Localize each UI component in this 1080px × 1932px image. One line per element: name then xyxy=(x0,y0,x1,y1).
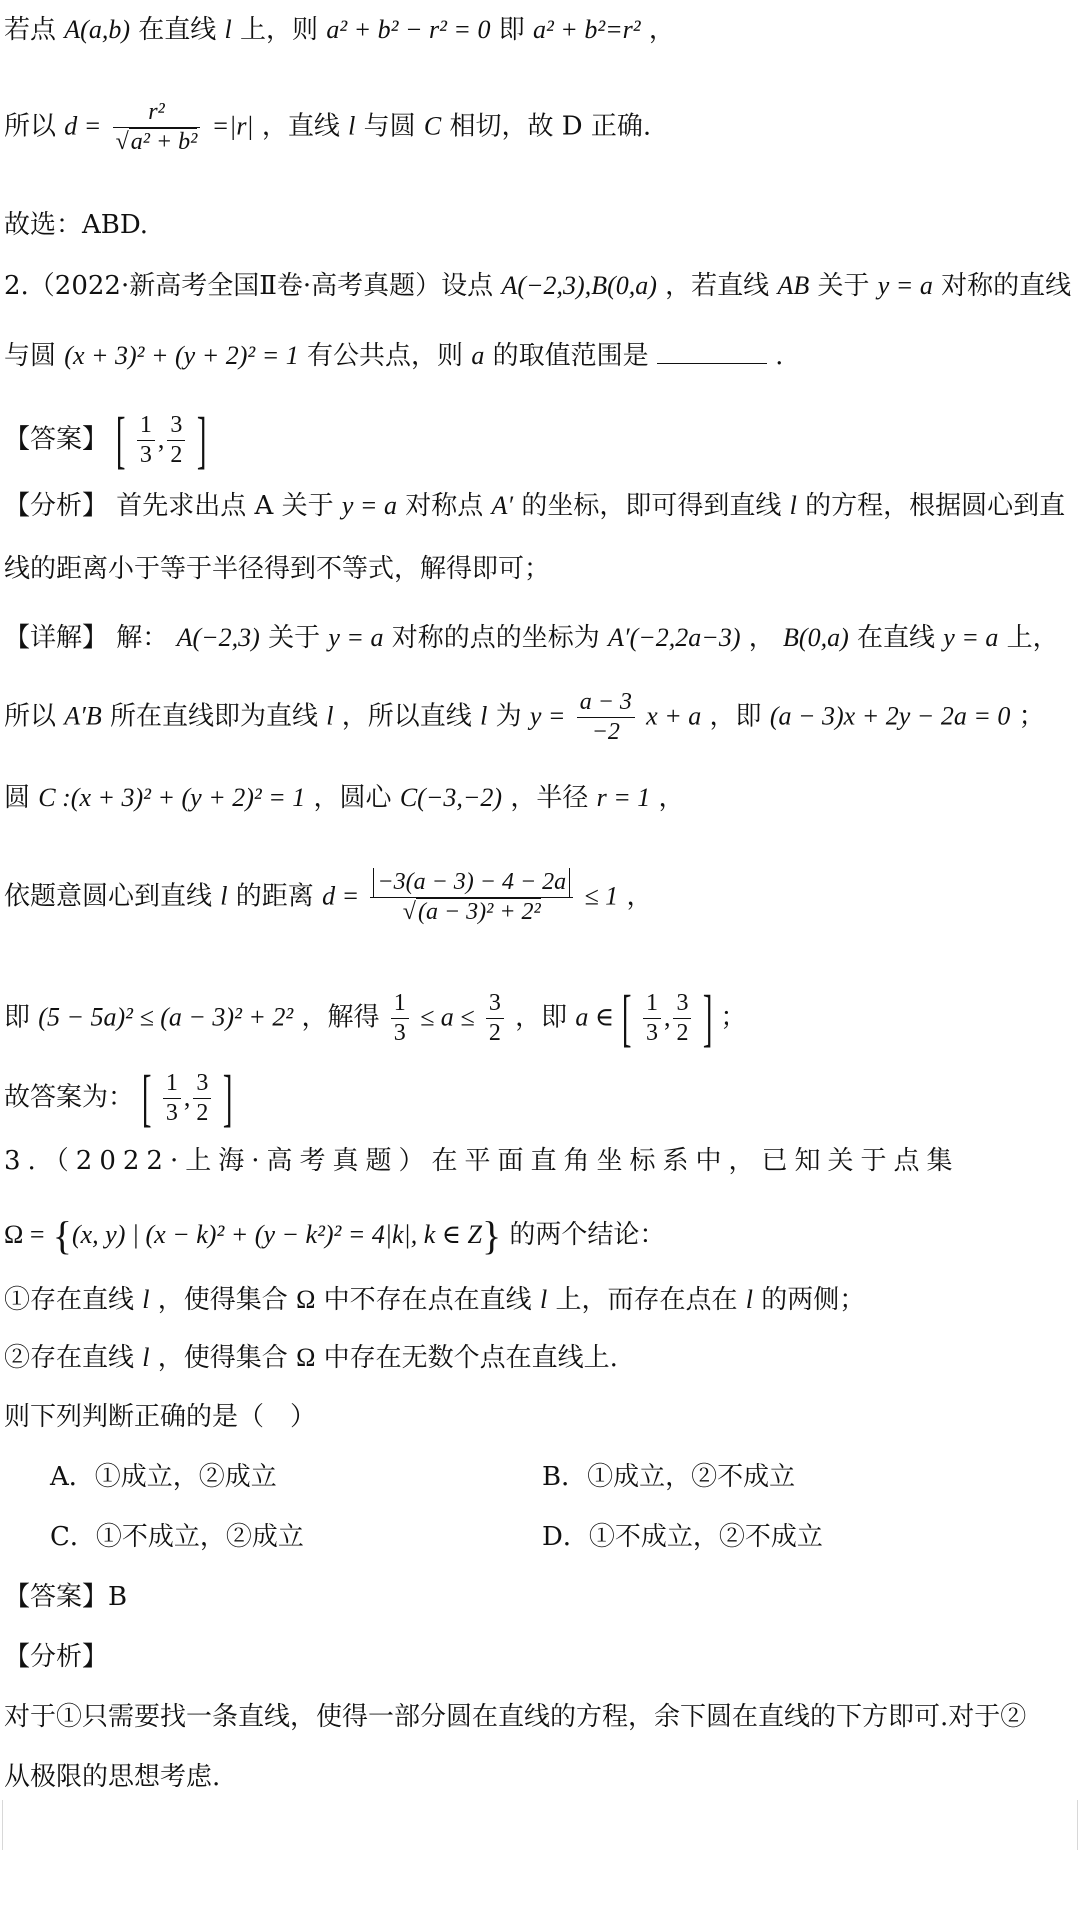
analysis-tag: 【分析】 xyxy=(4,491,109,521)
text: 关于 xyxy=(268,623,321,653)
text-line: 故选：ABD. xyxy=(4,210,149,240)
math: A(a,b) xyxy=(64,15,130,44)
math: l xyxy=(348,111,356,141)
analysis-tag: 【分析】 xyxy=(4,1642,109,1672)
text: 上，而存在点在 xyxy=(555,1285,738,1315)
text: 对称的直线 xyxy=(941,271,1072,301)
question-3-line xyxy=(4,1212,1076,1260)
math: l xyxy=(142,1343,150,1372)
option-a: A．①成立，②成立 xyxy=(50,1462,277,1492)
fraction xyxy=(137,411,155,470)
numerator xyxy=(370,868,573,898)
math: y = a xyxy=(943,623,999,652)
detail-line xyxy=(4,868,1076,927)
denominator: 3 xyxy=(165,1099,178,1126)
conclusion-2 xyxy=(4,1342,1076,1374)
text: 的两侧； xyxy=(761,1285,866,1315)
math: Ω = xyxy=(4,1220,45,1249)
text: 上， xyxy=(1006,623,1059,653)
question-2-line xyxy=(4,270,1076,302)
text: ， xyxy=(658,783,685,813)
text: 解： xyxy=(116,623,169,653)
question-3-line: 3.（2022·上海·高考真题）在平面直角坐标系中，已知关于点集 xyxy=(4,1146,960,1176)
math: (x + 3)² + (y + 2)² = 1 xyxy=(64,341,299,370)
text: 与圆 xyxy=(363,111,416,142)
comma: , xyxy=(663,1002,671,1032)
math: a² + b² − r² = 0 xyxy=(326,15,491,44)
detail-line xyxy=(4,782,1076,814)
text: ，若直线 xyxy=(665,271,770,301)
conclusion-1 xyxy=(4,1284,1076,1316)
brace: } xyxy=(481,1213,502,1258)
text: ， xyxy=(748,623,775,653)
bracket: [ xyxy=(116,404,126,475)
text: 有公共点，则 xyxy=(307,341,464,371)
math: l xyxy=(539,1285,548,1314)
math: C xyxy=(423,111,442,141)
text: 在直线 xyxy=(857,623,936,653)
denominator: 3 xyxy=(139,441,152,468)
analysis-line: 线的距离小于等于半径得到不等式，解得即可； xyxy=(4,554,551,584)
detail-line xyxy=(4,622,1076,654)
text: ， xyxy=(648,15,675,45)
option-b: B．①成立，②不成立 xyxy=(542,1462,796,1492)
denominator: √(a − 3)² + 2² xyxy=(402,898,541,925)
numerator: 3 xyxy=(673,989,691,1019)
text: 的坐标，即可得到直线 xyxy=(521,491,782,521)
text: ①存在直线 xyxy=(4,1285,135,1315)
text: 圆 xyxy=(4,783,31,813)
text: 在直线 xyxy=(138,15,217,45)
denominator: 2 xyxy=(196,1099,209,1126)
math: (x, y) | (x − k)² + (y − k²)² = 4|k|, k ∈ Z xyxy=(71,1220,482,1249)
text: 与圆 xyxy=(4,341,57,371)
text: ②存在直线 xyxy=(4,1343,135,1373)
math: l xyxy=(142,1285,150,1314)
answer-line: 【答案】B xyxy=(4,1582,128,1612)
final-answer-line xyxy=(4,1060,1076,1137)
option-c: C．①不成立，②成立 xyxy=(50,1522,304,1552)
fraction xyxy=(163,1069,181,1128)
text: 中不存在点在直线 xyxy=(323,1285,532,1315)
math: y = a xyxy=(328,623,384,652)
numerator: 3 xyxy=(193,1069,211,1099)
denominator: 3 xyxy=(393,1019,406,1046)
numerator: r² xyxy=(113,98,201,128)
text: ，使得集合 xyxy=(157,1285,288,1315)
text: 所在直线即为直线 xyxy=(110,701,319,732)
math: A′(−2,2a−3) xyxy=(608,623,741,652)
text: 故答案为： xyxy=(4,1082,135,1113)
answer-blank xyxy=(657,343,767,364)
fraction xyxy=(113,98,201,157)
answer-tag: 【答案】 xyxy=(4,424,109,455)
math: y = a xyxy=(877,271,933,300)
math: C :(x + 3)² + (y + 2)² = 1 xyxy=(38,783,306,812)
text: ，直线 xyxy=(261,111,340,142)
text: ，圆心 xyxy=(313,783,392,813)
math: ≤ a ≤ xyxy=(420,1002,475,1032)
page-edge-left xyxy=(2,1800,3,1850)
text: 为 xyxy=(495,701,522,732)
math: l xyxy=(745,1285,753,1314)
analysis-line: 从极限的思想考虑. xyxy=(4,1762,221,1792)
math: r = 1 xyxy=(596,783,651,812)
question-prompt: 则下列判断正确的是（ ） xyxy=(4,1402,317,1432)
math: l xyxy=(224,15,232,44)
math: A′ xyxy=(491,491,514,520)
math: AB xyxy=(777,271,810,300)
text: 关于 xyxy=(817,271,870,301)
bracket: ] xyxy=(196,404,207,475)
text: 所以 xyxy=(4,701,57,732)
text: ，解得 xyxy=(301,1002,380,1033)
fraction xyxy=(370,868,573,927)
radicand: a² + b² xyxy=(130,128,198,155)
math: =|r| xyxy=(211,111,254,141)
math: C(−3,−2) xyxy=(399,783,503,812)
numerator: 1 xyxy=(643,989,661,1019)
text: ，所以直线 xyxy=(341,701,472,732)
text: 对称的点的坐标为 xyxy=(391,623,600,653)
page-edge-right xyxy=(1077,1800,1078,1850)
text: 2.（2022·新高考全国Ⅱ卷·高考真题）设点 xyxy=(4,271,494,301)
fraction xyxy=(391,989,409,1048)
text: 所以 xyxy=(4,111,57,142)
math: A′B xyxy=(64,701,102,731)
text: ，使得集合 xyxy=(157,1343,288,1373)
text: 中存在无数个点在直线上. xyxy=(323,1343,618,1373)
math: l xyxy=(480,701,488,731)
text: 依题意圆心到直线 xyxy=(4,881,213,912)
math: l xyxy=(789,491,797,520)
math: Ω xyxy=(296,1343,316,1372)
math: l xyxy=(326,701,334,731)
text: ； xyxy=(1018,701,1045,732)
text: 即 xyxy=(4,1002,31,1033)
math: y = a xyxy=(341,491,397,520)
numerator: 1 xyxy=(137,411,155,441)
fraction xyxy=(193,1069,211,1128)
math: ≤ 1 xyxy=(584,881,619,911)
text: 即 xyxy=(498,15,525,45)
math: (a − 3)x + 2y − 2a = 0 xyxy=(769,701,1011,731)
bracket: [ xyxy=(622,982,632,1053)
text-line xyxy=(4,14,1076,46)
math: x + a xyxy=(646,701,702,731)
text: 上，则 xyxy=(240,15,319,45)
math: a² + b²=r² xyxy=(533,15,641,44)
numerator: 1 xyxy=(391,989,409,1019)
text: ，即 xyxy=(709,701,762,732)
denominator: 2 xyxy=(676,1019,689,1046)
math: a xyxy=(471,341,485,370)
denominator: 2 xyxy=(170,441,183,468)
fraction xyxy=(643,989,661,1048)
math: d = xyxy=(322,881,360,911)
text: ，即 xyxy=(515,1002,568,1033)
text: 若点 xyxy=(4,15,57,45)
numerator: a − 3 xyxy=(577,688,635,718)
math: Ω xyxy=(296,1285,316,1314)
detail-line xyxy=(4,688,1076,747)
comma: , xyxy=(183,1082,191,1112)
text: . xyxy=(775,341,784,371)
question-2-line xyxy=(4,340,1076,372)
analysis-line xyxy=(4,490,1076,522)
text: 相切，故 D 正确. xyxy=(449,111,652,142)
math: A(−2,3),B(0,a) xyxy=(501,271,657,300)
text: 对称点 xyxy=(405,491,484,521)
fraction xyxy=(167,411,185,470)
fraction xyxy=(577,688,635,747)
brace: { xyxy=(52,1213,72,1258)
absolute-value: −3(a − 3) − 4 − 2a xyxy=(373,868,570,897)
answer-line xyxy=(4,402,1076,479)
fraction xyxy=(486,989,504,1048)
numerator: 3 xyxy=(167,411,185,441)
comma: , xyxy=(157,424,165,454)
math: d = xyxy=(64,111,102,141)
detail-line xyxy=(4,980,1076,1057)
text: 的方程，根据圆心到直 xyxy=(805,491,1066,521)
text: 的两个结论： xyxy=(509,1220,666,1250)
numerator: 1 xyxy=(163,1069,181,1099)
denominator: 2 xyxy=(488,1019,501,1046)
numerator: 3 xyxy=(486,989,504,1019)
text: 首先求出点 A 关于 xyxy=(116,491,334,521)
denominator: −2 xyxy=(591,718,620,745)
bracket: ] xyxy=(222,1062,233,1133)
math: (5 − 5a)² ≤ (a − 3)² + 2² xyxy=(38,1002,294,1032)
text: 的距离 xyxy=(235,881,314,912)
text-line xyxy=(4,98,1076,157)
math: y = xyxy=(529,701,566,731)
fraction xyxy=(673,989,691,1048)
text: 的取值范围是 xyxy=(492,341,649,371)
text: ， xyxy=(626,881,653,912)
bracket: ] xyxy=(702,982,713,1053)
text: ； xyxy=(720,1002,747,1033)
option-d: D．①不成立，②不成立 xyxy=(542,1522,823,1552)
detail-tag: 【详解】 xyxy=(4,623,109,653)
analysis-line: 对于①只需要找一条直线，使得一部分圆在直线的方程，余下圆在直线的下方即可.对于② xyxy=(4,1702,1027,1732)
math: A(−2,3) xyxy=(176,623,260,652)
bracket: [ xyxy=(142,1062,152,1133)
math: l xyxy=(220,881,228,911)
radicand: (a − 3)² + 2² xyxy=(417,898,541,925)
text: ，半径 xyxy=(510,783,589,813)
math: a ∈ xyxy=(575,1002,615,1032)
denominator: 3 xyxy=(645,1019,658,1046)
math: B(0,a) xyxy=(783,623,849,652)
denominator: √a² + b² xyxy=(115,128,198,155)
